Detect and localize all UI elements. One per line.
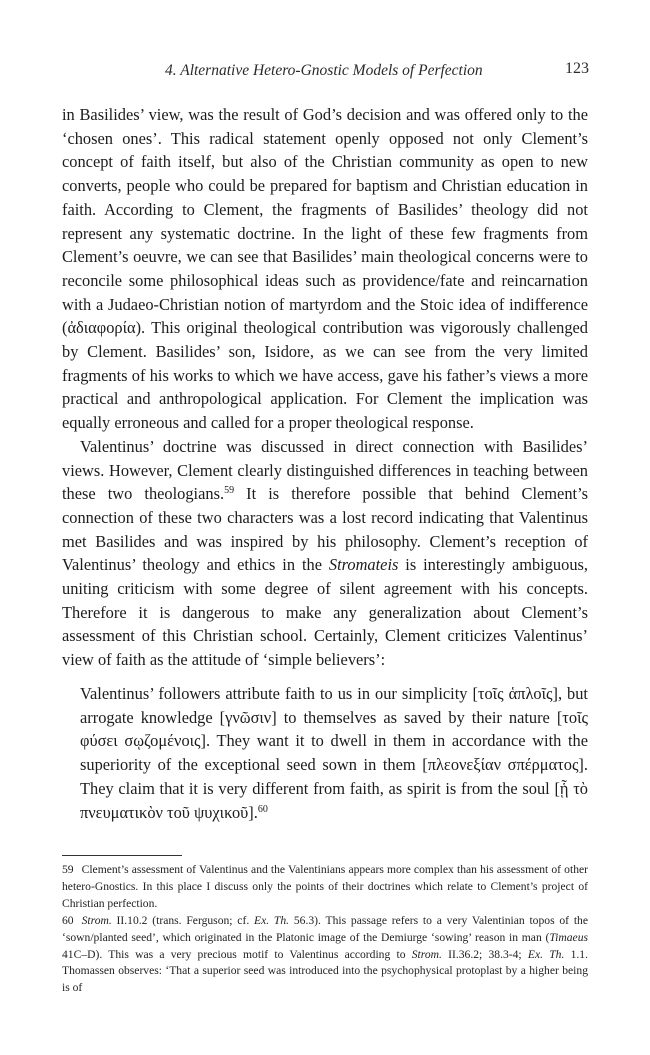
footnote-rule — [62, 855, 182, 856]
footnotes — [62, 862, 588, 997]
page-number: 123 — [565, 60, 589, 77]
footnote-ref-60[interactable]: 60 — [257, 803, 268, 815]
footnote-60-ref: Ex. Th. — [254, 913, 290, 927]
work-title-stromateis: Stromateis — [328, 555, 399, 575]
footnote-60-text: 1.1. Thomassen observes: ‘That a superior seed was introduced into the psychophysical protoplast by a higher being is of — [62, 947, 588, 995]
paragraph-1: in Basilides’ view, was the result of God’s decision and was offered only to the ‘chosen ones’. This radical statement openly opposed not only Clement’s concept of faith itself, but also of the Christian community as open to new converts, people who could be prepared for baptism and Christian education in faith. According to Clement, the fragments of Basilides’ theology did not represent any systematic doctrine. In the light of these few fragments from Clement’s oeuvre, we can see that Basilides’ main theological concerns were to reconcile some philosophical ideas such as providence/fate and reincarnation with a Judaeo-Christian notion of martyrdom and the Stoic idea of indifference (ἀδιαφορία). This original theological contribution was vigorously challenged by Clement. Basilides’ son, Isidore, as we can see from the very limited fragments of his works to which we have access, gave his father’s views a more practical and anthropological application. For Clement the implication was equally erroneous and called for a proper theological response. — [62, 105, 588, 433]
block-quote — [80, 682, 588, 824]
footnote-60-ref: Ex. Th. — [527, 947, 565, 961]
footnote-60 — [62, 913, 588, 998]
footnote-60-text: II.36.2; 38.3-4; — [441, 947, 528, 961]
paragraph-2-part-b: It is therefore possible that behind Clement’s connection of these two characters was a lost record indicating that Valentinus met Basilides and was inspired by his philosophy. Clement’s reception of Valentinus’ theology and ethics in the — [62, 484, 588, 575]
paragraph-2 — [62, 435, 588, 672]
running-head: 4. Alternative Hetero-Gnostic Models of Perfection — [165, 62, 483, 79]
footnote-60-text: 56.3). This passage refers to a very Valentinian topos of the ‘sown/planted seed’, which originated in the Platonic image of the Demiurge ‘sowing’ reason in man ( — [62, 913, 588, 944]
footnote-59 — [62, 862, 588, 913]
footnote-59-number: 59 — [62, 863, 74, 876]
footnote-60-ref: Strom. — [81, 913, 112, 927]
paragraph-2-part-a: Valentinus’ doctrine was discussed in direct connection with Basilides’ views. However, Clement clearly distinguished differences in teaching between these two theologians. — [62, 436, 588, 504]
footnote-60-ref: Timaeus — [549, 930, 588, 944]
footnote-ref-59[interactable]: 59 — [224, 485, 235, 497]
quote-text: Valentinus’ followers attribute faith to us in our simplicity [τοῖς ἁπλοῖς], but arrogate knowledge [γνῶσιν] to themselves as saved by their nature [τοῖς φύσει σῳζομένοις]. They want it to dwell in them in accordance with the superiority of the exceptional seed sown in them [πλεονεξίαν σπέρματος]. They claim that it is very different from faith, as spirit is from the soul [ᾗ τὸ πνευματικὸν τοῦ ψυχικοῦ]. — [80, 684, 588, 822]
footnote-60-text: 41C–D). This was a very precious motif to Valentinus according to — [62, 947, 412, 961]
footnote-60-text: II.10.2 (trans. Ferguson; cf. — [111, 913, 255, 927]
footnote-60-ref: Strom. — [411, 947, 442, 961]
paragraph-2-part-c: is interestingly ambiguous, uniting criticism with some degree of silent agreement with his concepts. Therefore it is dangerous to make any generalization about Clement’s assessment of this Christian school. Certainly, Clement criticizes Valentinus’ view of faith as the attitude of ‘simple believers’: — [62, 555, 588, 670]
footnote-60-number: 60 — [62, 913, 74, 927]
main-text — [62, 103, 588, 672]
footnote-59-text: Clement’s assessment of Valentinus and the Valentinians appears more complex than his assessment of other hetero-Gnostics. In this place I discuss only the points of their doctrines which relate to Clement’s project of Christian perfection. — [62, 863, 588, 910]
